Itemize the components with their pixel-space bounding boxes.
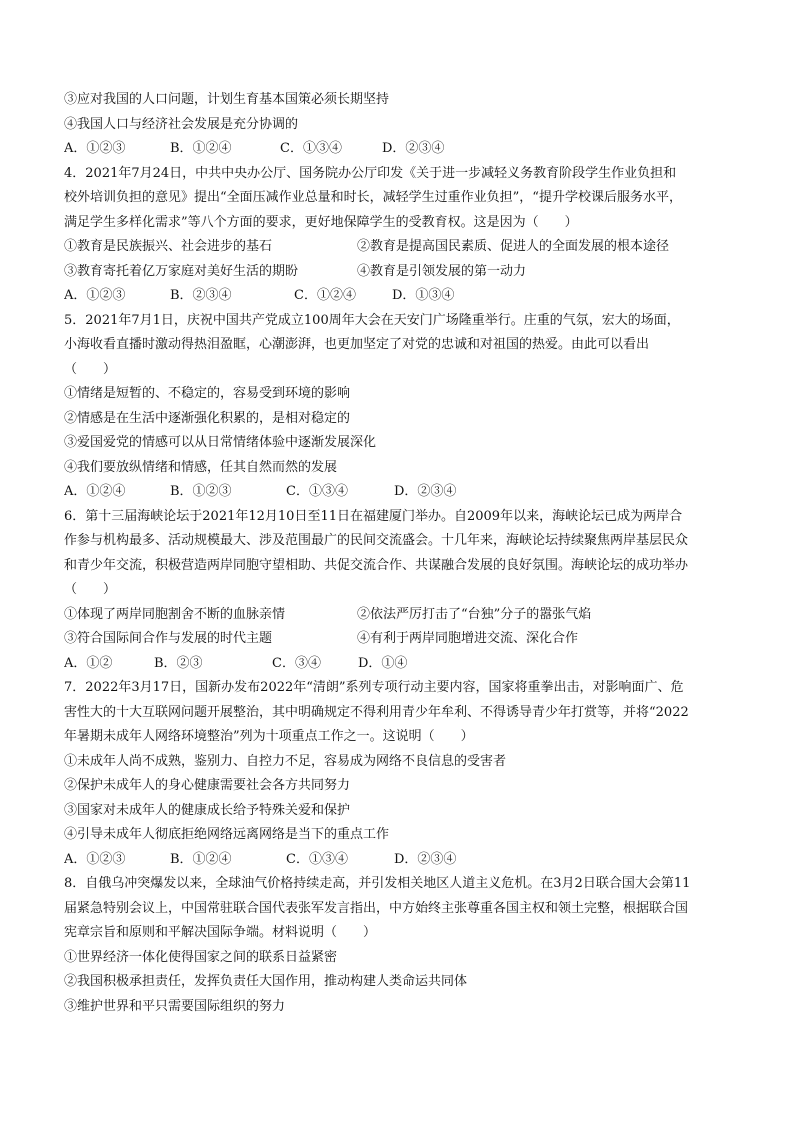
q6-option-1: ①体现了两岸同胞割舍不断的血脉亲情 bbox=[64, 606, 286, 622]
q3-option-3: ③应对我国的人口问题，计划生育基本国策必须长期坚持 bbox=[64, 92, 390, 107]
q7-option-4: ④引导未成年人彻底拒绝网络远离网络是当下的重点工作 bbox=[64, 827, 390, 842]
answer-a: A．①②③ bbox=[64, 288, 126, 303]
answer-b: B．①②④ bbox=[170, 141, 232, 156]
q8-option-2: ②我国积极承担责任，发挥负责任大国作用，推动构建人类命运共同体 bbox=[64, 974, 468, 989]
q4-options-row-2 bbox=[64, 260, 740, 285]
q6-option-2: ②依法严厉打击了“台独”分子的嚣张气焰 bbox=[357, 606, 592, 622]
q8-stem: 8．自俄乌冲突爆发以来，全球油气价格持续走高，并引发相关地区人道主义危机。在3月2日联合国大会第11 届紧急特别会议上，中国常驻联合国代表张军发言指出，中方始终主张尊重各国主权和领土完整，根据联合国 宪章宗旨和原则和平解决国际争端。材料说明（ ） bbox=[64, 876, 691, 940]
q4-option-1: ①教育是民族振兴、社会进步的基石 bbox=[64, 239, 273, 254]
q5-option-4: ④我们要放纵情绪和情感，任其自然而然的发展 bbox=[64, 459, 338, 475]
q7-stem: 7．2022年3月17日，国新办发布2022年“清朗”系列专项行动主要内容，国家将重拳出击，对影响面广、危 害性大的十大互联网问题开展整治，其中明确规定不得利用青少年牟利、不得诱导青少年打赏等，并将“2022 年暑期未成年人网络环境整治”列为十项重点工作之一。这说明（ ） bbox=[64, 680, 689, 744]
q3-option-4: ④我国人口与经济社会发展是充分协调的 bbox=[64, 116, 299, 132]
answer-c: C．①②④ bbox=[294, 288, 356, 303]
q6-options-row-1 bbox=[64, 603, 740, 628]
answer-b: B．②③ bbox=[154, 655, 203, 671]
q5-stem: 5．2021年7月1日，庆祝中国共产党成立100周年大会在天安门广场隆重举行。庄重的气氛，宏大的场面， 小海收看直播时激动得热泪盈眶，心潮澎湃，也更加坚定了对党的忠诚和对祖国的热爱。由此可以看出 （ ） bbox=[64, 312, 680, 377]
answer-a: A．①②③ bbox=[64, 141, 126, 156]
answer-d: D．①③④ bbox=[392, 288, 455, 303]
answer-a: A．①② bbox=[64, 655, 113, 671]
q5-option-3: ③爱国爱党的情感可以从日常情绪体验中逐渐发展深化 bbox=[64, 435, 377, 450]
answer-b: B．②③④ bbox=[170, 288, 232, 303]
answer-d: D．①④ bbox=[358, 655, 408, 671]
q6-option-3: ③符合国际间合作与发展的时代主题 bbox=[64, 631, 273, 646]
q3-answers bbox=[64, 137, 740, 162]
q7-option-1: ①未成年人尚不成熟，鉴别力、自控力不足，容易成为网络不良信息的受害者 bbox=[64, 753, 507, 769]
q5-answers bbox=[64, 480, 740, 505]
answer-c: C．①③④ bbox=[280, 141, 342, 156]
answer-a: A．①②③ bbox=[64, 851, 126, 867]
answer-d: D．②③④ bbox=[394, 484, 457, 499]
q6-answers bbox=[64, 652, 740, 677]
q6-stem: 6．第十三届海峡论坛于2021年12月10日至11日在福建厦门举办。自2009年以来，海峡论坛已成为两岸合 作参与机构最多、活动规模最大、涉及范围最广的民间交流盛会。十几年来，海峡论坛持续聚焦两岸基层民众 和青少年交流，积极营造两岸同胞守望相助、共促交流合作、共谋融合发展的良好氛围。海峡论坛的成功举办 （ ） bbox=[64, 508, 689, 597]
q4-option-4: ④教育是引领发展的第一动力 bbox=[357, 263, 527, 279]
q6-options-row-2 bbox=[64, 627, 740, 652]
q4-option-2: ②教育是提高国民素质、促进人的全面发展的根本途径 bbox=[357, 239, 670, 254]
q4-answers bbox=[64, 284, 740, 309]
q7-answers bbox=[64, 848, 740, 873]
answer-a: A．①②④ bbox=[64, 484, 126, 499]
answer-b: B．①②③ bbox=[170, 484, 232, 499]
q4-stem: 4．2021年7月24日，中共中央办公厅、国务院办公厅印发《关于进一步减轻义务教育阶段学生作业负担和 校外培训负担的意见》提出“全面压减作业总量和时长，减轻学生过重作业负担”，“提升学校课后服务水平， 满足学生多样化需求”等八个方面的要求，更好地保障学生的受教育权。这是因为（ ） bbox=[64, 165, 682, 230]
q4-option-3: ③教育寄托着亿万家庭对美好生活的期盼 bbox=[64, 263, 299, 279]
q5-option-1: ①情绪是短暂的、不稳定的，容易受到环境的影响 bbox=[64, 386, 351, 401]
answer-c: C．③④ bbox=[272, 655, 321, 671]
q8-option-3: ③维护世界和平只需要国际组织的努力 bbox=[64, 998, 286, 1014]
q6-option-4: ④有利于两岸同胞增进交流、深化合作 bbox=[357, 631, 579, 646]
q8-option-1: ①世界经济一体化使得国家之间的联系日益紧密 bbox=[64, 949, 338, 965]
q7-option-2: ②保护未成年人的身心健康需要社会各方共同努力 bbox=[64, 778, 351, 793]
q5-option-2: ②情感是在生活中逐渐强化积累的，是相对稳定的 bbox=[64, 410, 351, 426]
answer-b: B．①②④ bbox=[170, 851, 232, 867]
answer-d: D．②③④ bbox=[382, 141, 445, 156]
q7-option-3: ③国家对未成年人的健康成长给予特殊关爱和保护 bbox=[64, 802, 351, 818]
answer-c: C．①③④ bbox=[286, 484, 348, 499]
answer-d: D．②③④ bbox=[394, 851, 457, 867]
q4-options-row-1 bbox=[64, 235, 740, 260]
answer-c: C．①③④ bbox=[286, 851, 348, 867]
exam-content bbox=[64, 88, 740, 1019]
